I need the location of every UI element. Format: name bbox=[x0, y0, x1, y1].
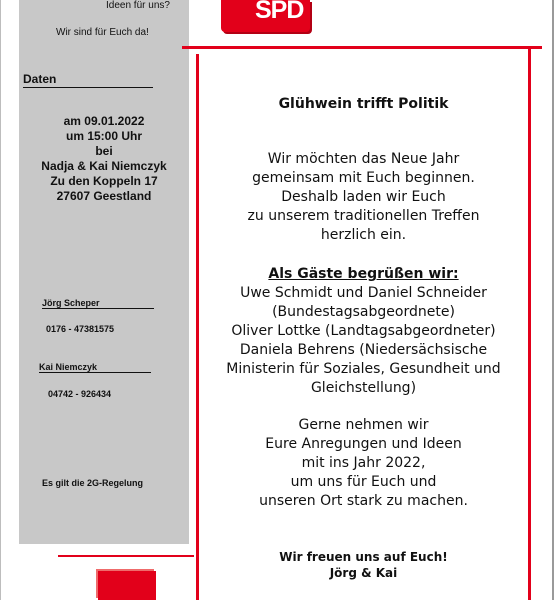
event-details bbox=[19, 114, 189, 204]
event-city: 27607 Geestland bbox=[56, 189, 152, 203]
outro-paragraph bbox=[199, 416, 528, 511]
event-time: um 15:00 Uhr bbox=[65, 129, 143, 143]
event-date: am 09.01.2022 bbox=[63, 114, 145, 128]
guest-line: Oliver Lottke (Landtagsabgeordneter) bbox=[231, 323, 496, 339]
sidebar-top-line2: Wir sind für Euch da! bbox=[56, 27, 149, 38]
intro-paragraph bbox=[199, 150, 528, 245]
guests-heading: Als Gäste begrüßen wir: bbox=[268, 266, 459, 282]
sidebar-top-line1: Ideen für uns? bbox=[106, 0, 170, 11]
contact-phone-1: 0176 - 47381575 bbox=[46, 324, 115, 334]
guests-section bbox=[199, 265, 528, 398]
red-rule-top bbox=[182, 46, 542, 49]
intro-line: Wir möchten das Neue Jahr bbox=[267, 151, 460, 167]
intro-line: herzlich ein. bbox=[320, 227, 407, 243]
daten-label: Daten bbox=[23, 72, 153, 88]
invitation-title: Glühwein trifft Politik bbox=[278, 96, 449, 112]
outro-line: mit ins Jahr 2022, bbox=[301, 455, 426, 471]
guest-line: (Bundestagsabgeordnete) bbox=[272, 304, 455, 320]
closing-signature: Jörg & Kai bbox=[329, 566, 398, 580]
guest-line: Gleichstellung) bbox=[310, 380, 417, 396]
event-at: bei bbox=[95, 144, 113, 158]
contact-phone-2: 04742 - 926434 bbox=[48, 389, 112, 399]
closing-greeting bbox=[199, 549, 528, 581]
red-rule-bottom bbox=[58, 555, 194, 557]
contact-name-1: Jörg Scheper bbox=[42, 298, 154, 309]
intro-line: Deshalb laden wir Euch bbox=[281, 189, 446, 205]
guest-line: Uwe Schmidt und Daniel Schneider bbox=[240, 285, 487, 301]
outro-line: unseren Ort stark zu machen. bbox=[259, 493, 468, 509]
outro-line: Gerne nehmen wir bbox=[298, 417, 429, 433]
contact-name-2: Kai Niemczyk bbox=[39, 362, 151, 373]
outro-line: um uns für Euch und bbox=[290, 474, 437, 490]
event-hosts: Nadja & Kai Niemczyk bbox=[41, 159, 167, 173]
page-border-left bbox=[0, 0, 1, 600]
guest-line: Daniela Behrens (Niedersächsische bbox=[239, 342, 488, 358]
event-street: Zu den Koppeln 17 bbox=[50, 174, 158, 188]
intro-line: gemeinsam mit Euch beginnen. bbox=[252, 170, 475, 186]
intro-line: zu unserem traditionellen Treffen bbox=[247, 208, 480, 224]
red-rule-right bbox=[528, 46, 531, 600]
spd-logo-fragment bbox=[98, 571, 156, 600]
guest-line: Ministerin für Soziales, Gesundheit und bbox=[226, 361, 501, 377]
outro-line: Eure Anregungen und Ideen bbox=[265, 436, 462, 452]
rule-note: Es gilt die 2G-Regelung bbox=[42, 478, 144, 488]
closing-line: Wir freuen uns auf Euch! bbox=[279, 550, 448, 564]
spd-logo bbox=[221, 0, 310, 32]
spd-logo-text: SPD bbox=[255, 0, 304, 24]
